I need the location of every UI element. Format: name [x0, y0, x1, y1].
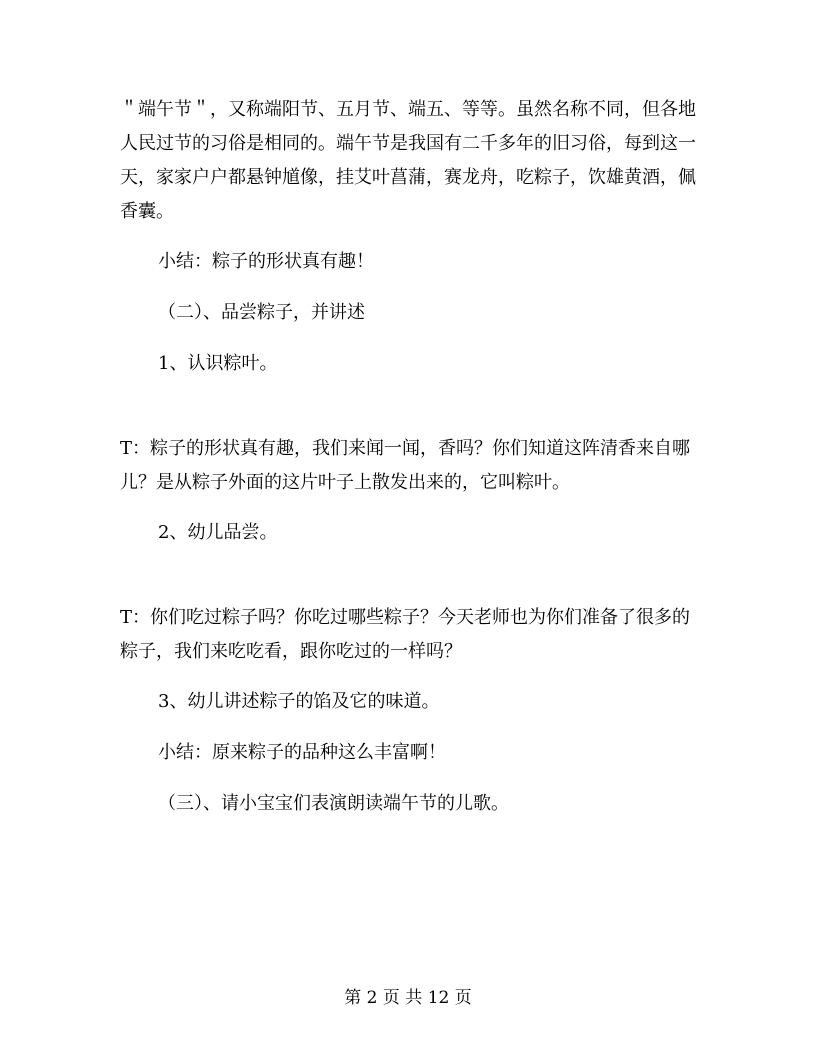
section-heading-taste: （二）、品尝粽子，并讲述	[158, 302, 365, 323]
section-heading-recite: （三）、请小宝宝们表演朗读端午节的儿歌。	[158, 793, 509, 814]
paragraph-teacher-eaten: T：你们吃过粽子吗？你吃过哪些粽子？今天老师也为你们准备了很多的粽子，我们来吃吃看，跟你吃过的一样吗？	[120, 607, 691, 662]
paragraph-teacher-smell: T：粽子的形状真有趣，我们来闻一闻，香吗？你们知道这阵清香来自哪儿？是从粽子外面的这片叶子上散发出来的，它叫粽叶。	[120, 438, 691, 493]
document-body	[120, 93, 700, 821]
paragraph-summary-varieties: 小结：原来粽子的品种这么丰富啊！	[158, 742, 446, 763]
step-3-describe: 3、幼儿讲述粽子的馅及它的味道。	[158, 691, 440, 712]
paragraph-dragon-boat-intro: ＂端午节＂，又称端阳节、五月节、端五、等等。虽然名称不同，但各地人民过节的习俗是相同的。端午节是我国有二千多年的旧习俗，每到这一天，家家户户都悬钟馗像，挂艾叶菖蒲，赛龙舟，吃粽子，饮雄黄酒，佩香囊。	[120, 99, 696, 222]
step-2-taste: 2、幼儿品尝。	[158, 522, 278, 543]
page-number-footer: 第 2 页 共 12 页	[344, 988, 472, 1008]
step-1-leaves: 1、认识粽叶。	[158, 353, 278, 374]
paragraph-summary-shape: 小结：粽子的形状真有趣！	[158, 251, 374, 272]
